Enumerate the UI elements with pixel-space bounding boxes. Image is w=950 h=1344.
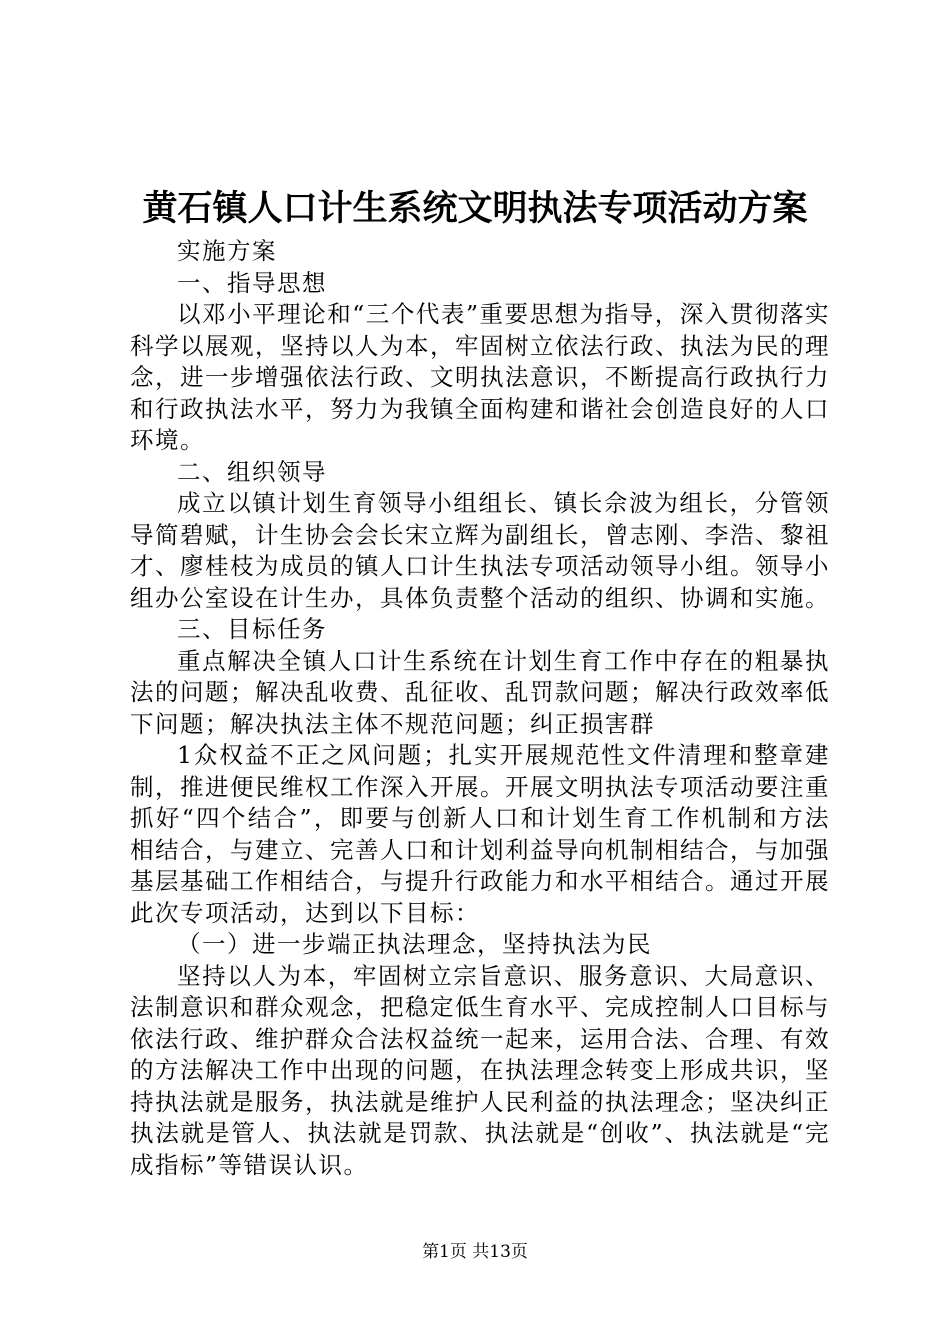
paragraph-objectives-2: 1众权益不正之风问题；扎实开展规范性文件清理和整章建制，推进便民维权工作深入开展。开展文明执法专项活动要注重抓好“四个结合”，即要与创新人口和计划生育工作机制和方法相结合，与建立、完善人口和计划利益导向机制相结合，与加强基层基础工作相结合，与提升行政能力和水平相结合。通过开展此次专项活动，达到以下目标： xyxy=(130,741,830,927)
paragraph-guiding-ideology: 以邓小平理论和“三个代表”重要思想为指导，深入贯彻落实科学以展观，坚持以人为本，牢固树立依法行政、执法为民的理念，进一步增强依法行政、文明执法意识，不断提高行政执行力和行政执法水平，努力为我镇全面构建和谐社会创造良好的人口环境。 xyxy=(130,300,830,454)
paragraph-organization: 成立以镇计划生育领导小组组长、镇长佘波为组长，分管领导简碧赋，计生协会会长宋立辉为副组长，曾志刚、李浩、黎祖才、廖桂枝为成员的镇人口计生执法专项活动领导小组。领导小组办公室设在计生办，具体负责整个活动的组织、协调和实施。 xyxy=(130,489,830,612)
document-title: 黄石镇人口计生系统文明执法专项活动方案 xyxy=(142,188,808,229)
heading-guiding-ideology: 一、指导思想 xyxy=(177,268,327,297)
paragraph-objectives-1: 重点解决全镇人口计生系统在计划生育工作中存在的粗暴执法的问题；解决乱收费、乱征收、乱罚款问题；解决行政效率低下问题；解决执法主体不规范问题；纠正损害群 xyxy=(130,646,830,738)
paragraph-subsection-1: 坚持以人为本，牢固树立宗旨意识、服务意识、大局意识、法制意识和群众观念，把稳定低生育水平、完成控制人口目标与依法行政、维护群众合法权益统一起来，运用合法、合理、有效的方法解决工作中出现的问题，在执法理念转变上形成共识，坚持执法就是服务，执法就是维护人民利益的执法理念；坚决纠正执法就是管人、执法就是罚款、执法就是“创收”、执法就是“完成指标”等错误认识。 xyxy=(130,961,830,1179)
heading-subsection-1: （一）进一步端正执法理念，坚持执法为民 xyxy=(177,930,652,958)
document-body xyxy=(130,236,830,1181)
heading-organization: 二、组织领导 xyxy=(177,457,327,486)
page-footer: 第1页 共13页 xyxy=(422,1242,528,1262)
heading-objectives: 三、目标任务 xyxy=(177,615,327,643)
section-label-implementation: 实施方案 xyxy=(177,237,277,265)
